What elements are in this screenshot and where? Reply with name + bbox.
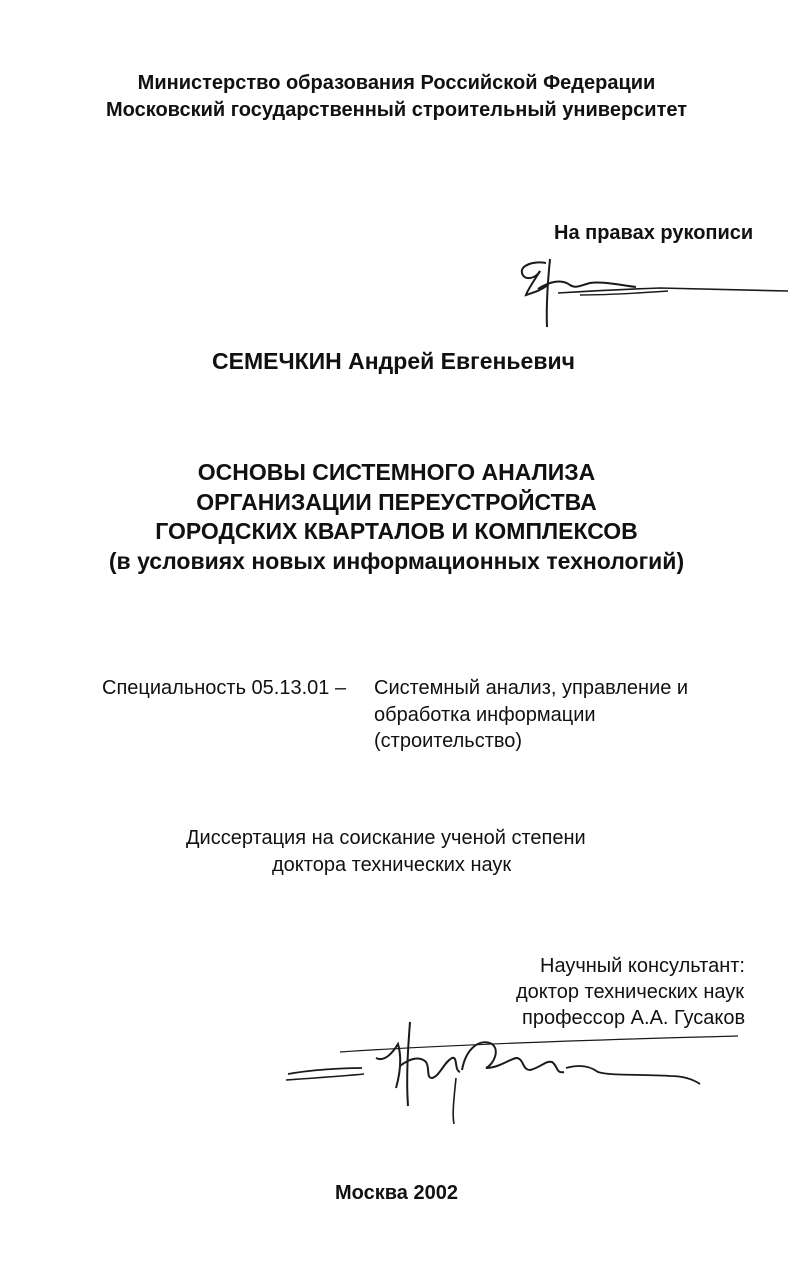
city-year: Москва 2002 (335, 1182, 458, 1204)
author-name: СЕМЕЧКИН Андрей Евгеньевич (212, 348, 575, 374)
dissertation-line-1: Диссертация на соискание ученой степени (186, 827, 586, 849)
consultant-line-1: Научный консультант: (540, 955, 745, 977)
university-heading: Московский государственный строительный университет (105, 99, 688, 121)
consultant-line-3: профессор А.А. Гусаков (522, 1007, 746, 1029)
ministry-heading: Министерство образования Российской Федерации (137, 72, 656, 94)
title-line-1: ОСНОВЫ СИСТЕМНОГО АНАЛИЗА (197, 459, 596, 485)
specialty-line-2: обработка информации (374, 704, 596, 726)
dissertation-line-2: доктора технических наук (272, 854, 512, 876)
consultant-signature (280, 1018, 740, 1128)
author-signature (510, 255, 790, 335)
title-line-3: ГОРОДСКИХ КВАРТАЛОВ И КОМПЛЕКСОВ (155, 518, 638, 544)
specialty-line-1: Системный анализ, управление и (374, 677, 689, 699)
consultant-line-2: доктор технических наук (516, 981, 745, 1003)
manuscript-note: На правах рукописи (554, 222, 754, 244)
title-line-2: ОРГАНИЗАЦИИ ПЕРЕУСТРОЙСТВА (196, 489, 597, 515)
specialty-label: Специальность 05.13.01 – (102, 677, 347, 699)
specialty-line-3: (строительство) (374, 730, 523, 752)
title-subtitle: (в условиях новых информационных технологий) (108, 548, 685, 574)
